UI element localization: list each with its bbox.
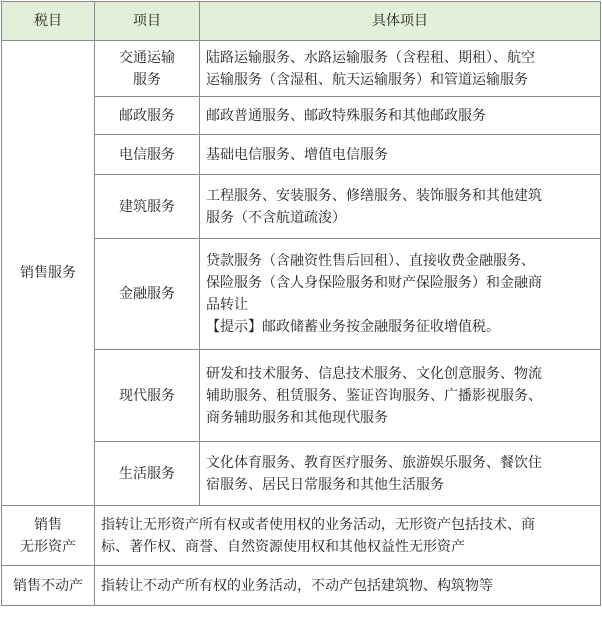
header-row: [2, 2, 601, 41]
detail-line: 工程服务、安装服务、修缮服务、装饰服务和其他建筑: [206, 187, 542, 204]
real-estate-detail: 指转让不动产所有权的业务活动，不动产包括建筑物、构筑物等: [95, 566, 601, 606]
detail-line: 陆路运输服务、水路运输服务（含程租、期租）、航空: [206, 49, 535, 66]
item-cell: [95, 41, 200, 97]
detail-line: 保险服务（含人身保险服务和财产保险服务）和金融商: [206, 275, 542, 291]
real-estate-label: 销售不动产: [2, 566, 95, 606]
detail-line: 邮政普通服务、邮政特殊服务和其他邮政服务: [206, 107, 486, 124]
item-cell: [95, 175, 200, 239]
item-line: 金融服务: [119, 286, 175, 302]
item-cell: [95, 239, 200, 350]
detail-cell: [200, 442, 601, 506]
label-line: 无形资产: [20, 538, 76, 555]
header-detail: 具体项目: [200, 2, 601, 41]
detail-line: 标、著作权、商誉、自然资源使用权和其他权益性无形资产: [101, 538, 465, 555]
detail-line: 商务辅助服务和其他现代服务: [206, 409, 388, 426]
table-row: [2, 566, 601, 606]
detail-cell: [200, 239, 601, 350]
item-line: 服务: [133, 71, 161, 88]
table-row: [2, 41, 601, 97]
detail-cell: [200, 97, 601, 135]
item-line: 现代服务: [119, 387, 175, 404]
item-line: 建筑服务: [119, 198, 175, 215]
detail-cell: [200, 41, 601, 97]
item-cell: [95, 350, 200, 442]
label-line: 销售: [34, 516, 62, 533]
detail-cell: [200, 350, 601, 442]
detail-line: 文化体育服务、教育医疗服务、旅游娱乐服务、餐饮住: [206, 454, 542, 471]
item-cell: [95, 135, 200, 175]
item-line: 交通运输: [119, 49, 175, 66]
detail-line: 辅助服务、租赁服务、鉴证咨询服务、广播影视服务、: [206, 387, 542, 404]
header-item: 项目: [95, 2, 200, 41]
detail-cell: [200, 135, 601, 175]
detail-line: 服务（不含航道疏浚）: [206, 209, 346, 226]
detail-line: 贷款服务（含融资性售后回租）、直接收费金融服务、: [206, 253, 535, 269]
intangible-label: [2, 506, 95, 566]
header-tax-item: 税目: [2, 2, 95, 41]
detail-line: 指转让无形资产所有权或者使用权的业务活动，无形资产包括技术、商: [101, 516, 535, 533]
detail-line: 基础电信服务、增值电信服务: [206, 146, 388, 163]
table-row: [2, 506, 601, 566]
detail-line: 运输服务（含湿租、航天运输服务）和管道运输服务: [206, 71, 528, 88]
detail-tip: 【提示】邮政储蓄业务按金融服务征收增值税。: [206, 319, 500, 335]
detail-cell: [200, 175, 601, 239]
detail-line: 宿服务、居民日常服务和其他生活服务: [206, 476, 444, 493]
tax-items-table: [1, 1, 601, 606]
intangible-detail: [95, 506, 601, 566]
item-line: 生活服务: [119, 465, 175, 482]
item-line: 电信服务: [119, 146, 175, 163]
item-cell: [95, 97, 200, 135]
detail-line: 品转让: [206, 297, 248, 313]
sales-services-label: 销售服务: [2, 41, 95, 506]
detail-line: 研发和技术服务、信息技术服务、文化创意服务、物流: [206, 365, 542, 382]
item-cell: [95, 442, 200, 506]
item-line: 邮政服务: [119, 107, 175, 124]
